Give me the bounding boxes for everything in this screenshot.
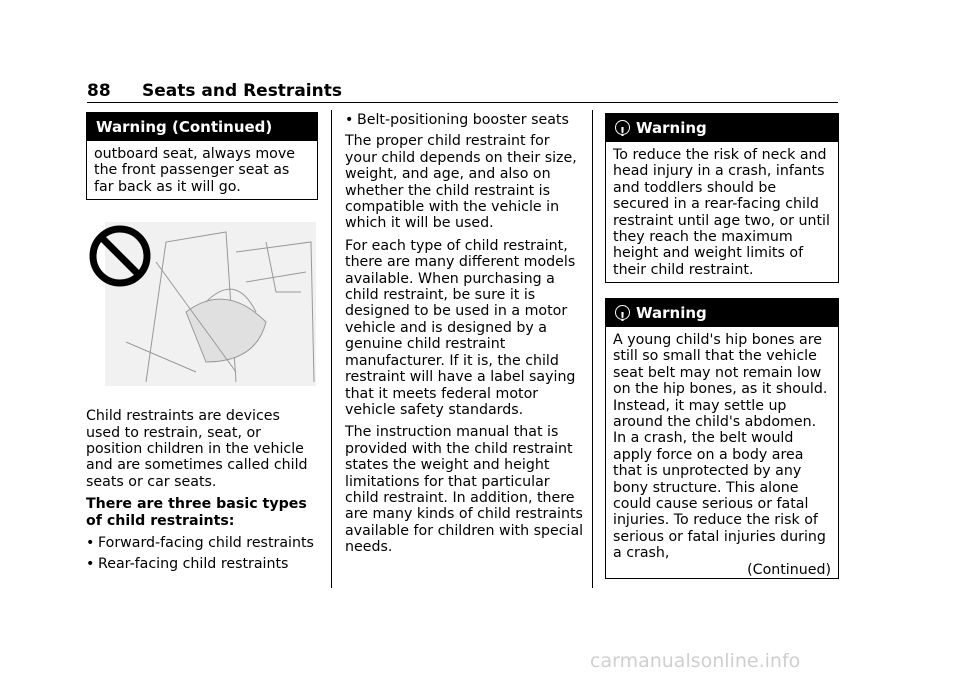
paragraph: Child restraints are devices used to restrain, seat, or position children in the vehicle and are sometimes called child seats or car seats.	[86, 408, 308, 490]
watermark: carmanualsonline.info	[590, 650, 801, 672]
warning-body	[606, 327, 838, 578]
warning-icon	[615, 305, 630, 320]
paragraph: For each type of child restraint, there are many different models available. When purchasing a child restraint, be sure it is designed to be used in a motor vehicle and is designed by a genuine child restraint manufacturer. If it is, the child restraint will have a label saying that it meets federal motor vehicle safety standards.	[345, 237, 576, 418]
section-title: Seats and Restraints	[142, 81, 342, 101]
column-1	[86, 112, 318, 578]
list-item: • Rear-facing child restraints	[86, 556, 318, 572]
list-item: • Belt-positioning booster seats	[345, 112, 585, 128]
paragraph: The instruction manual that is provided with the child restraint states the weight and height limitations for that particular child restraint. In addition, there are many kinds of child restraints available for children with special needs.	[345, 424, 584, 556]
warning-title: !Warning	[606, 299, 838, 327]
warning-box-2	[605, 298, 839, 579]
warning-body-text: A young child's hip bones are still so small that the vehicle seat belt may not remain low on the hip bones, as it should. Instead, it may settle up around the child's abdomen. In a crash, the belt would apply force on a body area that is unprotected by any bony structure. This alone could cause serious or fatal injuries. To reduce the risk of serious or fatal injuries during a crash,	[613, 332, 828, 562]
warning-box-1	[605, 113, 839, 283]
continued-label: (Continued)	[747, 561, 831, 578]
column-divider	[331, 110, 332, 588]
warning-continued-title: Warning (Continued)	[87, 113, 317, 141]
list-item: • Forward-facing child restraints	[86, 535, 318, 551]
column-2	[345, 112, 585, 562]
warning-title: !Warning	[606, 114, 838, 142]
column-divider	[592, 110, 593, 588]
warning-icon	[615, 120, 630, 135]
warning-continued-box	[86, 112, 318, 200]
bullet-list	[345, 112, 585, 128]
page-number: 88	[87, 81, 111, 101]
warning-body: To reduce the risk of neck and head injury in a crash, infants and toddlers should be secured in a rear-facing child restraint until age two, or until they reach the maximum height and weight limits of their child restraint.	[613, 147, 830, 278]
child-seat-illustration	[86, 222, 316, 386]
paragraph: The proper child restraint for your child depends on their size, weight, and age, and also on whether the child restraint is compatible with the vehicle in which it will be used.	[345, 133, 577, 232]
bold-paragraph: There are three basic types of child restraints:	[86, 496, 307, 529]
warning-continued-body: outboard seat, always move the front passenger seat as far back as it will go.	[94, 146, 295, 195]
page-header	[87, 80, 838, 103]
child-seat-figure	[86, 222, 318, 386]
bullet-list	[86, 535, 318, 573]
